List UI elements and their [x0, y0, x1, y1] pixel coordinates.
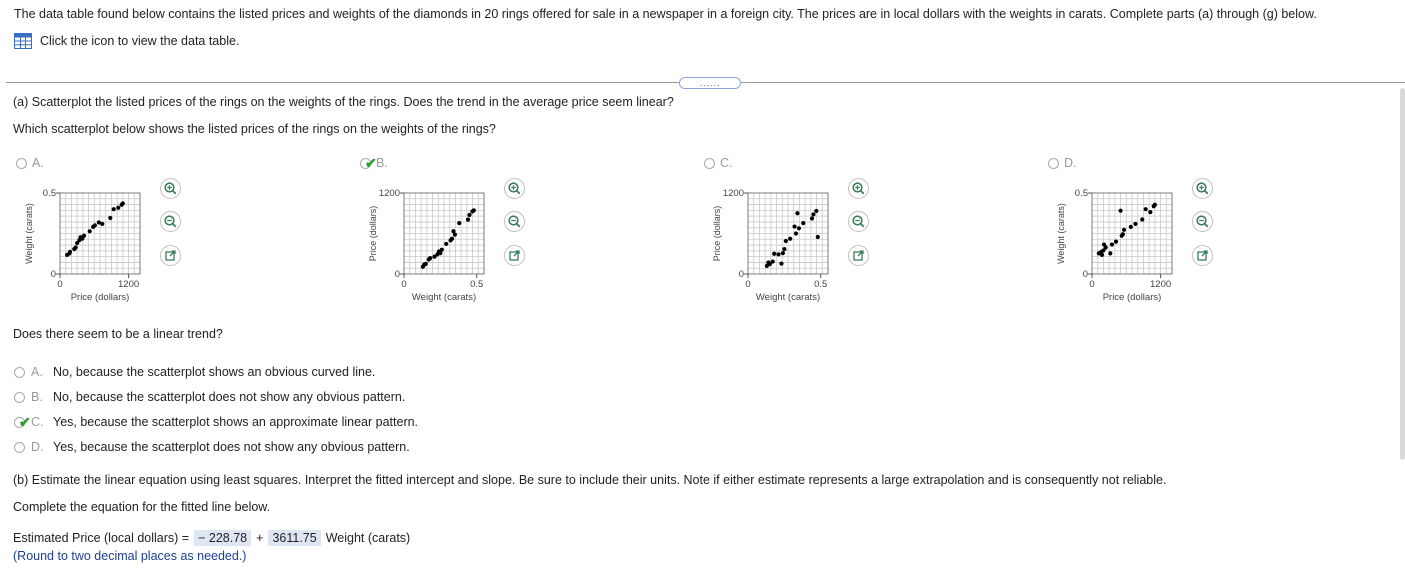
plot-option-b-label: B. [376, 156, 388, 170]
data-point [795, 211, 799, 215]
grid [404, 193, 484, 274]
data-point [121, 201, 125, 205]
trend-option-c-text[interactable]: Yes, because the scatterplot shows an approximate linear pattern. [53, 415, 419, 429]
equation-lhs: Estimated Price (local dollars) = [13, 531, 190, 545]
trend-option-b-text[interactable]: No, because the scatterplot does not show any obvious pattern. [53, 390, 406, 404]
x-tick-label: 0 [1089, 279, 1095, 290]
data-point [472, 208, 476, 212]
trend-option-b-letter: B. [31, 390, 43, 404]
y-tick-label: 1200 [722, 188, 744, 199]
data-point [811, 212, 815, 216]
data-point [1108, 251, 1112, 255]
equation-rhs: Weight (carats) [325, 531, 411, 545]
zoom-in-icon[interactable] [848, 178, 869, 199]
scatterplot-c [708, 183, 848, 308]
data-point [1133, 222, 1137, 226]
trend-radio-c[interactable] [14, 413, 31, 430]
data-point [444, 242, 448, 246]
x-tick-label: 0 [401, 279, 407, 290]
data-point [100, 222, 104, 226]
expand-icon[interactable] [848, 245, 869, 266]
data-point [1148, 210, 1152, 214]
part-a-question: (a) Scatterplot the listed prices of the rings on the weights of the rings. Does the trend in the average price seem linear? [13, 95, 674, 109]
trend-option-a-text[interactable]: No, because the scatterplot shows an obvious curved line. [53, 365, 376, 379]
data-point [466, 218, 470, 222]
data-point [93, 223, 97, 227]
trend-option-c[interactable] [14, 415, 418, 429]
data-point [457, 221, 461, 225]
y-tick-label: 0 [738, 269, 744, 280]
data-point [1102, 242, 1106, 246]
part-b-prompt: Complete the equation for the fitted line below. [13, 500, 271, 514]
plot-option-a[interactable] [16, 156, 44, 170]
data-point [88, 229, 92, 233]
x-tick-label: 0.5 [814, 279, 828, 290]
grid [1092, 193, 1172, 274]
data-point [816, 235, 820, 239]
data-point [776, 252, 780, 256]
plot-option-d-label: D. [1064, 156, 1077, 170]
plot-option-c[interactable] [704, 156, 733, 170]
zoom-in-icon[interactable] [504, 178, 525, 199]
data-point [797, 226, 801, 230]
data-table-icon[interactable] [14, 33, 32, 49]
zoom-out-icon[interactable] [504, 211, 525, 232]
data-point [781, 251, 785, 255]
zoom-out-icon[interactable] [160, 211, 181, 232]
trend-option-a-letter: A. [31, 365, 43, 379]
x-tick-label: 1200 [1150, 279, 1172, 290]
data-point [112, 207, 116, 211]
data-point [82, 234, 86, 238]
data-point [116, 206, 120, 210]
plot-option-a-label: A. [32, 156, 44, 170]
data-point [792, 224, 796, 228]
x-tick-label: 0.5 [470, 279, 484, 290]
data-point [772, 252, 776, 256]
data-point [108, 216, 112, 220]
plot-option-b[interactable] [360, 156, 388, 170]
data-point [801, 221, 805, 225]
data-point [450, 237, 454, 241]
data-point [1121, 232, 1125, 236]
scatterplot-d [1052, 183, 1192, 308]
data-point [74, 245, 78, 249]
trend-option-a[interactable] [14, 365, 375, 379]
check-icon: ✔ [365, 154, 377, 171]
trend-question: Does there seem to be a linear trend? [13, 327, 223, 341]
x-axis-label: Price (dollars) [70, 292, 130, 303]
y-tick-label: 1200 [378, 188, 400, 199]
data-point [1122, 228, 1126, 232]
scrollbar[interactable] [1400, 88, 1405, 460]
y-axis-label: Price (dollars) [368, 205, 378, 262]
trend-radio-b[interactable] [14, 392, 25, 403]
data-point [1114, 240, 1118, 244]
trend-option-d-text[interactable]: Yes, because the scatterplot does not show any obvious pattern. [53, 440, 410, 454]
plot-option-d[interactable] [1048, 156, 1077, 170]
expand-icon[interactable] [1192, 245, 1213, 266]
trend-radio-a[interactable] [14, 367, 25, 378]
data-point [467, 213, 471, 217]
trend-radio-d[interactable] [14, 442, 25, 453]
data-point [1100, 253, 1104, 257]
zoom-out-icon[interactable] [1192, 211, 1213, 232]
intercept-answer[interactable]: − 228.78 [194, 530, 251, 546]
data-point [1144, 207, 1148, 211]
data-point [68, 250, 72, 254]
data-point [771, 259, 775, 263]
data-point [784, 239, 788, 243]
y-tick-label: 0 [394, 269, 400, 280]
data-point [814, 209, 818, 213]
radio-d[interactable] [1048, 158, 1059, 169]
expand-button[interactable]: ...... [679, 77, 741, 89]
plot-option-c-label: C. [720, 156, 733, 170]
trend-option-c-letter: C. [31, 415, 44, 429]
zoom-in-icon[interactable] [160, 178, 181, 199]
data-point [782, 247, 786, 251]
zoom-in-icon[interactable] [1192, 178, 1213, 199]
x-axis-label: Weight (carats) [411, 292, 477, 303]
data-point [451, 229, 455, 233]
data-point [1129, 225, 1133, 229]
y-axis-label: Price (dollars) [712, 205, 722, 262]
y-tick-label: 0.5 [1074, 188, 1088, 199]
grid [748, 193, 828, 274]
intro-text: The data table found below contains the listed prices and weights of the diamonds in 20 rings offered for sale in a newspaper in a foreign city. The prices are in local dollars with the weights in carats. Complete parts (a) through (g) below. [14, 7, 1317, 21]
fitted-equation [13, 530, 410, 546]
y-tick-label: 0 [1082, 269, 1088, 280]
y-axis-label: Weight (carats) [1056, 203, 1066, 264]
trend-option-d[interactable] [14, 440, 410, 454]
y-axis-label: Weight (carats) [24, 203, 34, 264]
data-point [1110, 242, 1114, 246]
rounding-hint: (Round to two decimal places as needed.) [13, 549, 247, 563]
y-tick-label: 0.5 [42, 188, 56, 199]
trend-option-b[interactable] [14, 390, 405, 404]
x-axis-label: Price (dollars) [1102, 292, 1162, 303]
expand-icon[interactable] [160, 245, 181, 266]
radio-c[interactable] [704, 158, 715, 169]
data-table-link[interactable] [14, 33, 239, 49]
data-table-link-text[interactable]: Click the icon to view the data table. [40, 34, 240, 48]
y-tick-label: 0 [50, 269, 56, 280]
radio-a[interactable] [16, 158, 27, 169]
part-b-question: (b) Estimate the linear equation using least squares. Interpret the fitted intercept and slope. Be sure to include their units. Note if either estimate represents a large extrapolation and is consequently not reliable. [13, 473, 1167, 487]
check-icon: ✔ [19, 413, 31, 430]
data-point [440, 248, 444, 252]
data-point [1118, 209, 1122, 213]
data-point [1153, 203, 1157, 207]
zoom-out-icon[interactable] [848, 211, 869, 232]
radio-b[interactable] [360, 154, 377, 171]
data-point [1140, 217, 1144, 221]
data-point [779, 261, 783, 265]
grid [60, 193, 140, 274]
x-tick-label: 1200 [118, 279, 140, 290]
data-point [794, 231, 798, 235]
trend-option-d-letter: D. [31, 440, 44, 454]
slope-answer[interactable]: 3611.75 [268, 530, 320, 546]
data-point [810, 216, 814, 220]
data-point [428, 256, 432, 260]
x-tick-label: 0 [745, 279, 751, 290]
part-a-prompt: Which scatterplot below shows the listed prices of the rings on the weights of the rings? [13, 122, 496, 136]
plus-sign: + [256, 531, 264, 545]
x-tick-label: 0 [57, 279, 63, 290]
data-point [424, 262, 428, 266]
scatterplot-a [20, 183, 160, 308]
data-point [788, 237, 792, 241]
scatterplot-b [364, 183, 504, 308]
x-axis-label: Weight (carats) [755, 292, 821, 303]
expand-icon[interactable] [504, 245, 525, 266]
